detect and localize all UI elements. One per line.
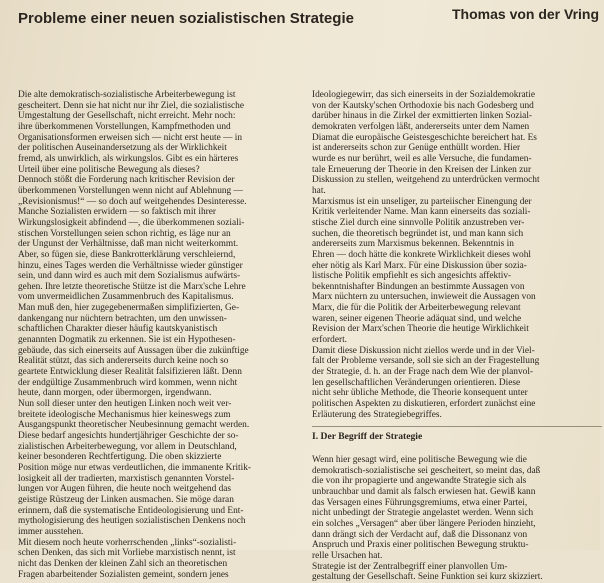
article-author: Thomas von der Vring bbox=[452, 6, 600, 22]
text-line: schen Denken, das sich mit Vorliebe marxistisch nennt, ist bbox=[18, 548, 236, 559]
text-line: überkommenen Vorstellungen wenn nicht auf Ablehnung — bbox=[18, 185, 243, 196]
text-line: ist andererseits schon zur Genüge enthüllt worden. Hier bbox=[312, 143, 521, 154]
text-line: der Strategie, d. h. an der Frage nach dem Wie der planvol- bbox=[312, 367, 534, 378]
article-title: Probleme einer neuen sozialistischen Strategie bbox=[18, 10, 354, 27]
text-line: gebäude, das sich einerseits auf Aussagen über die zukünftige bbox=[18, 345, 249, 356]
text-line: waren, seiner eigenen Theorie adäquat sind, und welche bbox=[312, 313, 522, 324]
text-line: gehen. Ihre letzte theoretische Stütze ist die Marx'sche Lehre bbox=[18, 281, 246, 292]
text-line: demokratisch-sozialistische sei gescheitert, so meint das, daß bbox=[312, 465, 541, 476]
text-line: tale Erneuerung der Theorie in den Kreisen der Linken zur bbox=[312, 164, 532, 175]
text-line: von der Kautsky'schen Orthodoxie bis nach Godesberg und bbox=[312, 100, 534, 111]
text-line: Position möge nur etwas verdeutlichen, die immanente Kritik- bbox=[18, 462, 252, 473]
text-line: Organisationsformen erweisen sich — nicht erst heute — in bbox=[18, 132, 243, 143]
text-line: geistige Rüstzeug der Linken ausmachen. Sie möge daran bbox=[18, 494, 234, 505]
text-line: Manche Sozialisten erwidern — so faktisch mit ihrer bbox=[18, 207, 216, 218]
text-line: Urteil über eine politische Bewegung als dieses? bbox=[18, 164, 200, 175]
text-line: die von ihr propagierte und angewandte Strategie sich als bbox=[312, 476, 527, 487]
text-line: Ausgangspunkt theoretischer Neubesinnung gemacht werden. bbox=[18, 420, 250, 431]
text-line: listische Politik empfiehlt es sich angesichts affektiv- bbox=[312, 271, 512, 282]
text-line: der politischen Auseinandersetzung als der Wirklichkeit bbox=[18, 143, 227, 154]
text-line: erinnern, daß die systematische Entideologisierung und Ent- bbox=[18, 505, 244, 516]
text-line: Diese bedarf angesichts hundertjähriger Geschichte der so- bbox=[18, 431, 239, 441]
text-line: Dennoch stößt die Forderung nach kritischer Revision der bbox=[18, 175, 235, 186]
text-line: immer ausstehen. bbox=[18, 526, 84, 537]
text-line: breitete ideologische Mechanismus hier keineswegs zum bbox=[18, 409, 231, 420]
text-line: fremd, als unwirklich, als wirkungslos. Gibt es ein härteres bbox=[18, 153, 239, 164]
text-line: wurde es nur berührt, weil es alle Versuche, die fundamen- bbox=[312, 153, 532, 164]
text-line: hat. bbox=[312, 185, 326, 196]
text-line: Ideologiegewirr, das sich einerseits in der Sozialdemokratie bbox=[312, 90, 536, 100]
text-line: Marx, die für die Politik der Arbeiterbewegung relevant bbox=[312, 303, 521, 314]
text-line: Wirkungslosigkeit abfindend —, die überkommenen soziali- bbox=[18, 217, 245, 228]
text-line: nicht das Denken der kleinen Zahl sich an theoretischen bbox=[18, 558, 228, 569]
text-line: Umgestaltung der Gesellschaft, nicht erreicht. Mehr noch: bbox=[18, 111, 236, 122]
text-line: len gesellschaftlichen Veränderungen orientieren. Diese bbox=[312, 377, 521, 388]
text-line: nicht sehr übliche Methode, die Theorie konsequent unter bbox=[312, 388, 528, 399]
text-line: genannten Dogmatik zu erkennen. Sie ist ein Hypothesen- bbox=[18, 335, 236, 346]
text-line: dankengang nur nüchtern betrachten, um den unwissen- bbox=[18, 313, 227, 324]
section-divider bbox=[312, 426, 602, 427]
text-line: Fragen abarbeitender Sozialisten gemeint, sondern jenes bbox=[18, 569, 229, 580]
text-line: falt der Probleme versande, soll sie sich an der Fragestellung bbox=[312, 356, 540, 367]
text-line: der Ungunst der Verhältnisse, daß man nicht weiterkommt. bbox=[18, 239, 239, 250]
text-line: losigkeit all der tradierten, marxistisch genannten Vorstel- bbox=[18, 473, 235, 484]
text-line: stische Ziel durch eine sinnvolle Politik anzustreben ver- bbox=[312, 217, 525, 228]
text-line: Marxismus ist ein unseliger, zu parteiischer Einengung der bbox=[312, 196, 532, 207]
text-line: bekenntnishafter Bindungen an bestimmte Aussagen von bbox=[312, 281, 525, 292]
text-line: unbrauchbar und damit als falsch erwiesen hat. Gewiß kann bbox=[312, 486, 536, 497]
text-line: andererseits zum Marxismus bekennen. Bekenntnis in bbox=[312, 239, 514, 250]
text-line: suchen, die theoretisch begründet ist, und man kann sich bbox=[312, 228, 524, 239]
text-line: dann drängt sich der Verdacht auf, daß die Dissonanz von bbox=[312, 529, 528, 540]
text-line: Diskussion zu stellen, weitgehend zu unterdrücken vermocht bbox=[312, 175, 540, 186]
text-line: lungen vor Augen führen, die heute noch weitgehend das bbox=[18, 484, 232, 495]
right-text-column bbox=[312, 90, 604, 583]
text-line: darüber hinaus in die Zirkel der exmittierten linken Sozial- bbox=[312, 111, 533, 122]
text-line: „Revisionismus!“ — so doch auf weitgehendes Desinteresse. bbox=[18, 196, 247, 207]
text-line: ihre überkommenen Vorstellungen, Kampfmethoden und bbox=[18, 121, 231, 132]
text-line: Realität stützt, das sich andererseits durch keine noch so bbox=[18, 356, 229, 367]
text-line: das Versagen eines Führungsgremiums, etwa einer Partei, bbox=[312, 497, 528, 508]
text-line: Mit diesem noch heute vorherrschenden „links“-sozialisti- bbox=[18, 537, 237, 548]
text-line: Strategie ist der Zentralbegriff einer planvollen Um- bbox=[312, 561, 508, 572]
left-text-column bbox=[18, 90, 300, 580]
text-line: Anspruch und Praxis einer politischen Bewegung struktu- bbox=[312, 540, 529, 551]
text-line: Revision der Marx'schen Theorie die heutige Wirklichkeit bbox=[312, 324, 529, 335]
text-line: ein solches „Versagen“ aber über längere Perioden hinzieht, bbox=[312, 518, 536, 529]
text-line: eher nötig als Karl Marx. Für eine Diskussion über sozia- bbox=[312, 260, 527, 271]
text-line: gescheitert. Denn sie hat nicht nur ihr Ziel, die sozialistische bbox=[18, 100, 244, 111]
text-line: Aber, so fügen sie, diese Bankrotterklärung verschleiernd, bbox=[18, 249, 236, 260]
right-text-lower bbox=[312, 455, 604, 583]
text-line: politischen Aspekten zu diskutieren, erfordert zunächst eine bbox=[312, 399, 536, 410]
text-line: gestaltung der Gesellschaft. Seine Funktion sei kurz skizziert. bbox=[312, 572, 543, 583]
text-line: stischen Vorstellungen seien schon richtig, es läge nur an bbox=[18, 228, 231, 239]
text-line: erfordert. bbox=[312, 335, 348, 346]
right-text-upper bbox=[312, 90, 604, 420]
text-line: Man muß den, hier zugegebenermaßen simplifizierten, Ge- bbox=[18, 303, 240, 314]
text-line: Ehren — doch hätte die konkrete Wirklichkeit dieses wohl bbox=[312, 249, 531, 260]
text-line: Erläuterung des Strategiebegriffes. bbox=[312, 409, 442, 420]
text-line: mythologisierung des heutigen sozialistischen Denkens noch bbox=[18, 516, 246, 527]
text-line: Nun soll dieser unter den heutigen Linken noch weit ver- bbox=[18, 399, 232, 410]
text-line: sein, und dann wird es auch mit dem Sozialismus aufwärts- bbox=[18, 271, 241, 282]
text-line: Wenn hier gesagt wird, eine politische Bewegung wie die bbox=[312, 455, 527, 465]
text-line: nicht unbedingt der Strategie angelastet werden. Wenn sich bbox=[312, 508, 534, 519]
text-line: Damit diese Diskussion nicht ziellos werde und in der Viel- bbox=[312, 345, 535, 356]
text-line: geartete Entwicklung dieser Realität falsifizieren läßt. Denn bbox=[18, 367, 242, 378]
text-line: Die alte demokratisch-sozialistische Arbeiterbewegung ist bbox=[18, 90, 236, 100]
section-heading: I. Der Begriff der Strategie bbox=[312, 431, 423, 443]
text-line: heute, dann morgen, oder übermorgen, irgendwann. bbox=[18, 388, 212, 399]
text-line: demokraten verfolgen läßt, andererseits unter dem Namen bbox=[312, 121, 530, 132]
text-line: der endgültige Zusammenbruch wird kommen, wenn nicht bbox=[18, 377, 238, 388]
text-line: hinzu, eines Tages werden die Verhältnisse wieder günstiger bbox=[18, 260, 243, 271]
text-line: relle Ursachen hat. bbox=[312, 550, 383, 561]
text-line: schaftlichen Charakter dieser häufig kautskyanistisch bbox=[18, 324, 218, 335]
text-line: vom unvermeidlichen Zusammenbruch des Kapitalismus. bbox=[18, 292, 234, 303]
text-line: Kritik verleitender Name. Man kann einerseits das soziali- bbox=[312, 207, 531, 218]
text-line: keiner besonderen Rechtfertigung. Die oben skizzierte bbox=[18, 452, 222, 463]
text-line: zialistischen Arbeiterbewegung, vor allem in Deutschland, bbox=[18, 441, 237, 452]
text-line: Marx nüchtern zu untersuchen, inwieweit die Aussagen von bbox=[312, 292, 536, 303]
text-line: Diamat die europäische Geistesgeschichte bereichert hat. Es bbox=[312, 132, 537, 143]
